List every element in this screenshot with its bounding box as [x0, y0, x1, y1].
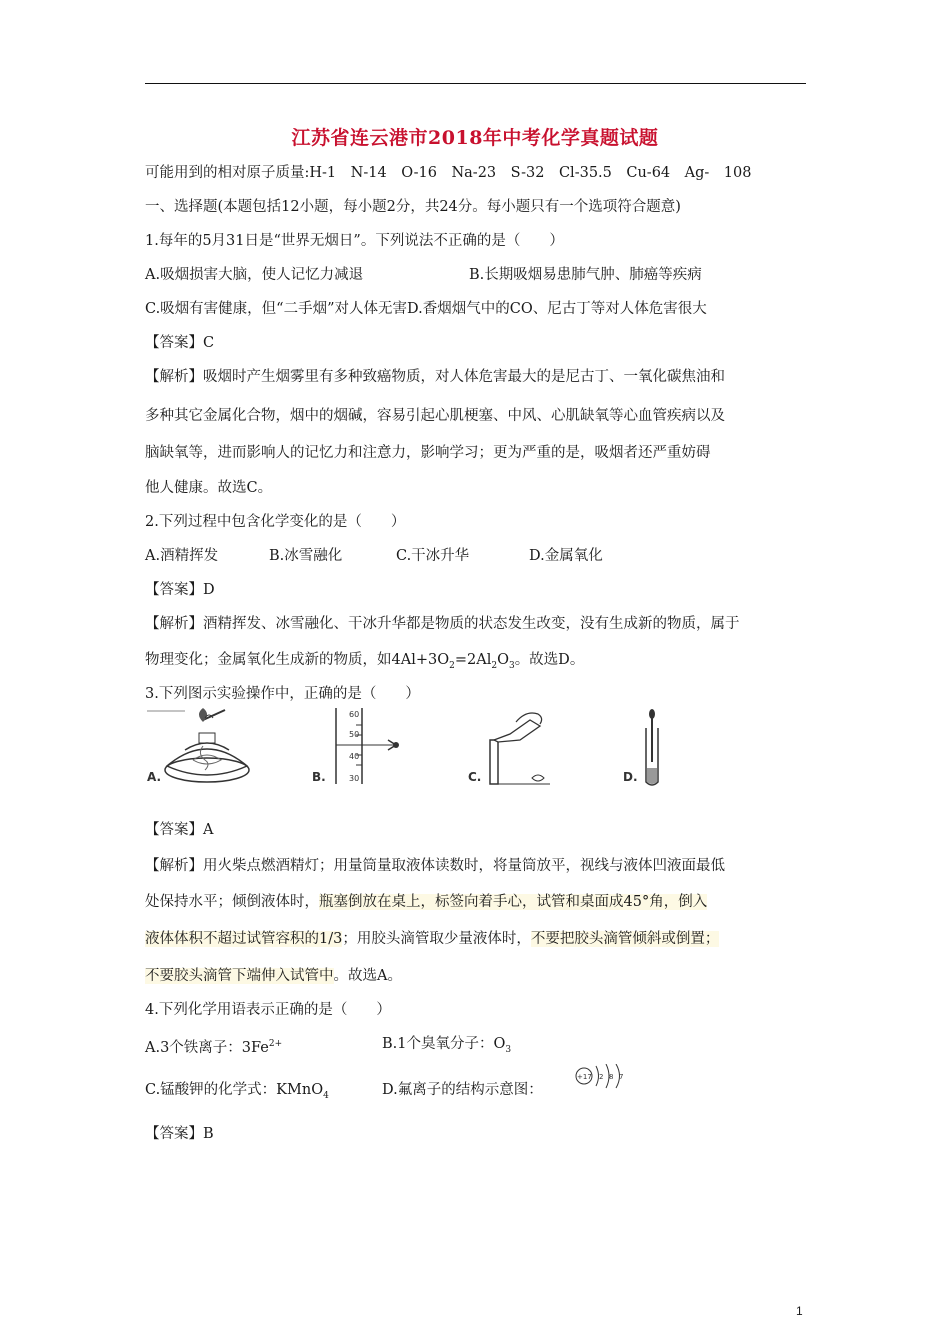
q1-option-cd: C.吸烟有害健康，但“二手烟”对人体无害D.香烟烟气中的CO、尼古丁等对人体危害很大	[145, 301, 707, 317]
figure-b-label: B.	[312, 770, 326, 784]
q3-analysis-line2: 处保持水平；倾倒液体时，瓶塞倒放在桌上，标签向着手心，试管和桌面成45°角，倒入	[145, 894, 708, 910]
answer-value: A	[203, 822, 214, 838]
ion-shell-1: 2	[599, 1073, 604, 1081]
figure-a-alcohol-lamp	[145, 708, 310, 790]
q2-answer	[145, 580, 215, 600]
q1-analysis-line1	[145, 367, 725, 387]
q2-analysis-line2: 物理变化；金属氧化生成新的物质，如$4Al+3O_2=2Al_2O_3$。故选D。	[145, 652, 585, 671]
q2-option-a: A.酒精挥发	[145, 548, 219, 564]
answer-label: 【答案】	[145, 1126, 203, 1142]
cylinder-tick-40: 40	[349, 752, 360, 761]
cylinder-tick-30: 30	[349, 774, 360, 783]
ion-nucleus-charge: +17	[577, 1073, 592, 1081]
ion-shell-3: 7	[619, 1073, 624, 1081]
q1-analysis-line2: 多种其它金属化合物，烟中的烟碱，容易引起心肌梗塞、中风、心肌缺氧等心血管疾病以及	[145, 408, 725, 424]
ion-structure-diagram	[574, 1064, 634, 1092]
answer-value: B	[203, 1126, 214, 1142]
q1-analysis-line3: 脑缺氧等，进而影响人的记忆力和注意力，影响学习；更为严重的是，吸烟者还严重妨碍	[145, 445, 711, 461]
figure-a-label: A.	[147, 770, 162, 784]
answer-label: 【答案】	[145, 822, 203, 838]
page-number: 1	[796, 1304, 803, 1318]
figure-d-label: D.	[623, 770, 638, 784]
q4-stem: 4.下列化学用语表示正确的是（ ）	[145, 1002, 391, 1018]
answer-value: D	[203, 582, 215, 598]
q3-analysis-line1	[145, 856, 725, 876]
q3-answer	[145, 820, 213, 840]
q4-option-b: B.1个臭氧分子：$O_3$	[382, 1036, 512, 1055]
cylinder-tick-50: 50	[349, 730, 360, 739]
q1-answer	[145, 333, 214, 353]
q3-stem: 3.下列图示实验操作中，正确的是（ ）	[145, 686, 420, 702]
q2-option-d: D.金属氧化	[529, 548, 603, 564]
atomic-masses: 可能用到的相对原子质量:H-1 N-14 O-16 Na-23 S-32 Cl-35.5 Cu-64 Ag- 108	[145, 165, 752, 181]
q2-option-c: C.干冰升华	[396, 548, 470, 564]
highlighted-text: 不要胶头滴管下端伸入试管中	[145, 968, 334, 984]
q3-analysis-line4: 不要胶头滴管下端伸入试管中。故选A。	[145, 968, 402, 984]
analysis-text: 用火柴点燃酒精灯；用量筒量取液体读数时，将量筒放平，视线与液体凹液面最低	[203, 858, 725, 874]
figure-b-measuring-cylinder	[330, 708, 410, 786]
answer-label: 【答案】	[145, 335, 203, 351]
q2-stem: 2.下列过程中包含化学变化的是（ ）	[145, 514, 406, 530]
highlighted-text: 液体体积不超过试管容积的1/3	[145, 931, 343, 947]
analysis-label: 【解析】	[145, 369, 203, 385]
analysis-label: 【解析】	[145, 616, 203, 632]
figure-d-dropper	[640, 708, 664, 788]
q3-analysis-line3: 液体体积不超过试管容积的1/3；用胶头滴管取少量液体时，不要把胶头滴管倾斜或倒置；	[145, 931, 720, 947]
q1-option-b: B.长期吸烟易患肺气肿、肺癌等疾病	[469, 267, 702, 283]
highlighted-text: 不要把胶头滴管倾斜或倒置；	[530, 931, 720, 947]
q4-option-a: A.3个铁离子：$3Fe^{2+}$	[145, 1039, 283, 1056]
analysis-label: 【解析】	[145, 858, 203, 874]
q4-option-c: C.锰酸钾的化学式：KMnO$_4$	[145, 1082, 329, 1101]
q1-option-a: A.吸烟损害大脑，使人记忆力减退	[145, 267, 364, 283]
q2-option-b: B.冰雪融化	[269, 548, 343, 564]
answer-value: C	[203, 335, 215, 351]
q1-stem: 1.每年的5月31日是“世界无烟日”。下列说法不正确的是（ ）	[145, 233, 564, 249]
header-rule	[145, 83, 806, 84]
page-title: 江苏省连云港市2018年中考化学真题试题	[291, 127, 659, 149]
ion-shell-2: 8	[609, 1073, 614, 1081]
highlighted-text: 瓶塞倒放在桌上，标签向着手心，试管和桌面成45°角，倒入	[319, 894, 708, 910]
figure-c-pouring-liquid	[470, 712, 560, 786]
figure-c-label: C.	[468, 770, 482, 784]
section-heading: 一、选择题(本题包括12小题，每小题2分，共24分。每小题只有一个选项符合题意)	[145, 199, 681, 215]
analysis-text: 酒精挥发、冰雪融化、干冰升华都是物质的状态发生改变，没有生成新的物质，属于	[203, 616, 740, 632]
cylinder-tick-60: 60	[349, 710, 360, 719]
answer-label: 【答案】	[145, 582, 203, 598]
q4-answer	[145, 1124, 214, 1144]
q1-analysis-line4: 他人健康。故选C。	[145, 480, 273, 496]
q2-analysis-line1	[145, 614, 740, 634]
analysis-text: 吸烟时产生烟雾里有多种致癌物质，对人体危害最大的是尼古丁、一氧化碳焦油和	[203, 369, 725, 385]
q4-option-d: D.氟离子的结构示意图：	[382, 1082, 543, 1098]
